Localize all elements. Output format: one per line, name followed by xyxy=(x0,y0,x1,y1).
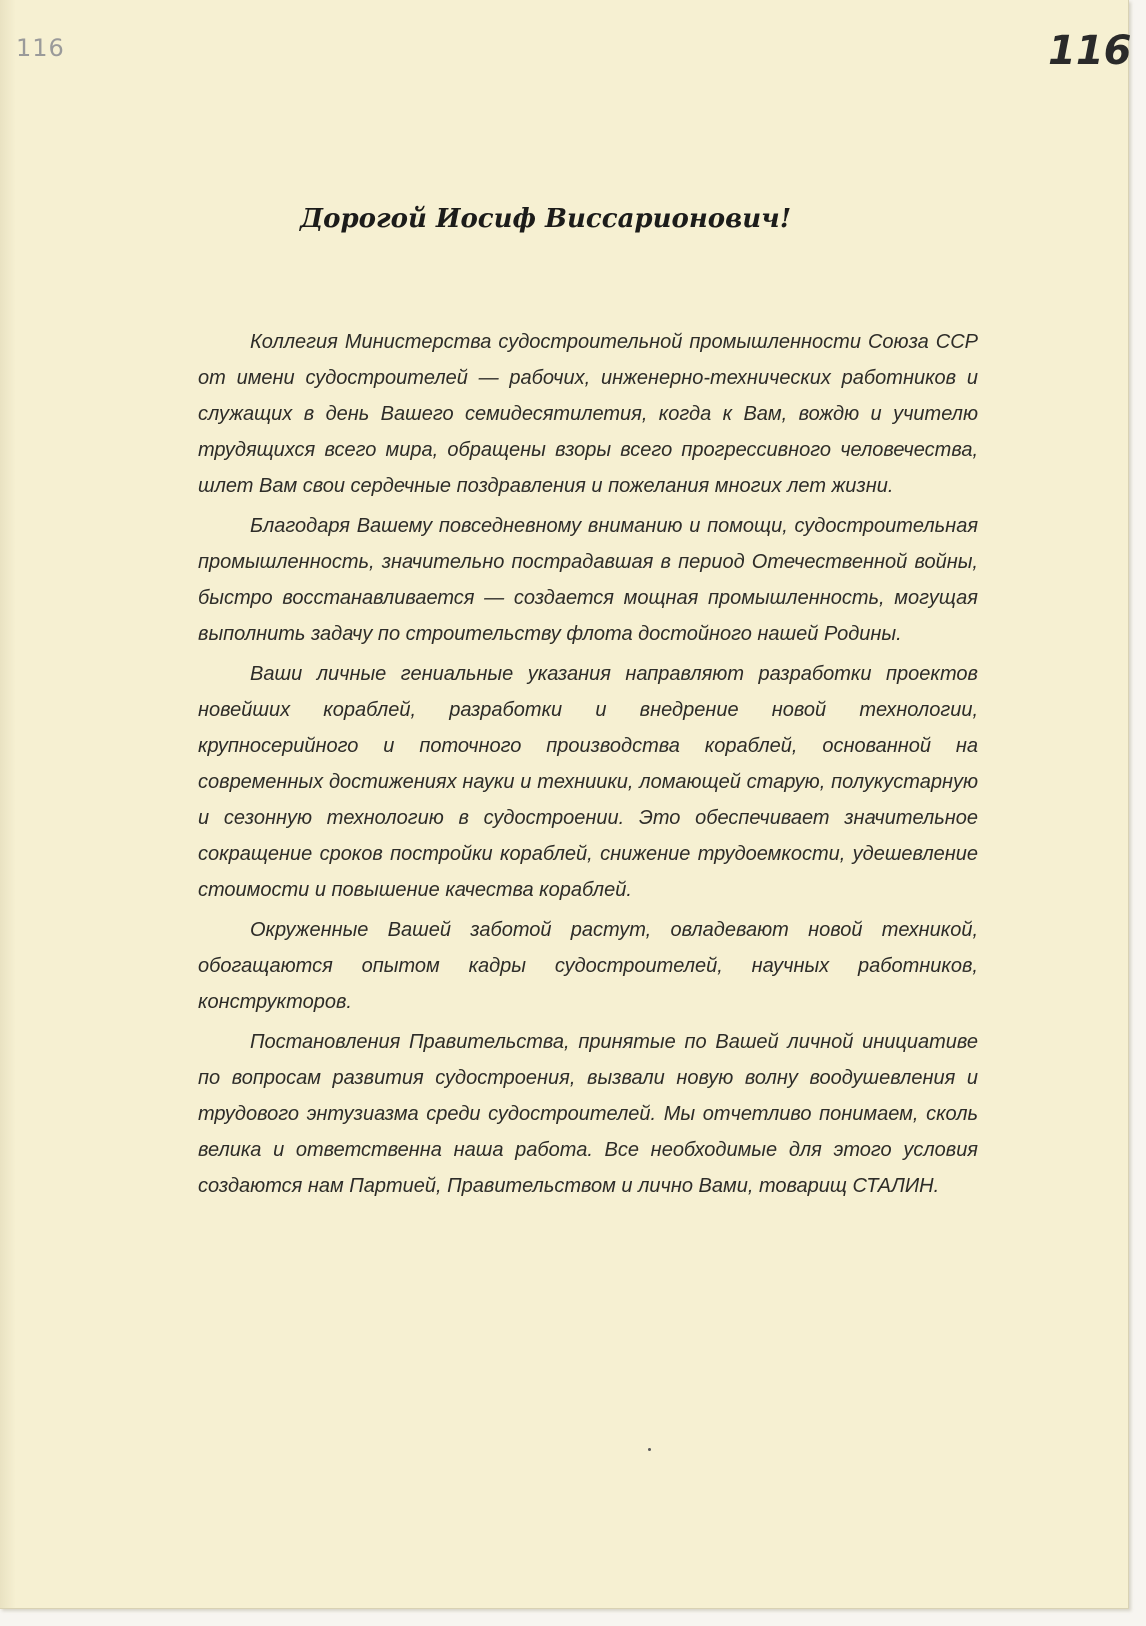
paragraph-5: Постановления Правительства, принятые по Вашей личной инициативе по вопросам развития судостроения, вызвали новую волну воодушевления и трудового энтузиазма среди судостроителей. Мы отчетливо понимаем, сколь велика и ответственна наша работа. Все необходимые для этого условия создаются нам Партией, Правительством и лично Вами, товарищ СТАЛИН. xyxy=(198,1031,978,1197)
salutation-heading: Дорогой Иосиф Виссарионович! xyxy=(300,204,792,234)
paragraph-2: Благодаря Вашему повседневному вниманию и помощи, судостроительная промышленность, значительно пострадавшая в период Отечественной войны, быстро восстанавливается — создается мощная промышленность, могущая выполнить задачу по строительству флота достойного нашей Родины. xyxy=(198,515,978,645)
handwritten-page-number: 116 xyxy=(1048,28,1132,74)
paragraph-1: Коллегия Министерства судостроительной промышленности Союза ССР от имени судостроителей — рабочих, инженерно-технических работников и служащих в день Вашего семидесятилетия, когда к Вам, вождю и учителю трудящихся всего мира, обращены взоры всего прогрессивного человечества, шлет Вам свои сердечные поздравления и пожелания многих лет жизни. xyxy=(198,331,978,497)
paragraph-3: Ваши личные гениальные указания направляют разработки проектов новейших кораблей, разработки и внедрение новой технологии, крупносерийного и поточного производства кораблей, основанной на современных достижениях науки и техниики, ломающей старую, полукустарную и сезонную технологию в судостроении. Это обеспечивает значительное сокращение сроков постройки кораблей, снижение трудоемкости, удешевление стоимости и повышение качества кораблей. xyxy=(198,663,978,901)
archive-page-number-stamp: 116 xyxy=(16,34,65,62)
ink-dot xyxy=(648,1448,651,1451)
letter-body xyxy=(198,324,978,1208)
paragraph-4: Окруженные Вашей заботой растут, овладевают новой техникой, обогащаются опытом кадры судостроителей, научных работников, конструкторов. xyxy=(198,919,978,1013)
